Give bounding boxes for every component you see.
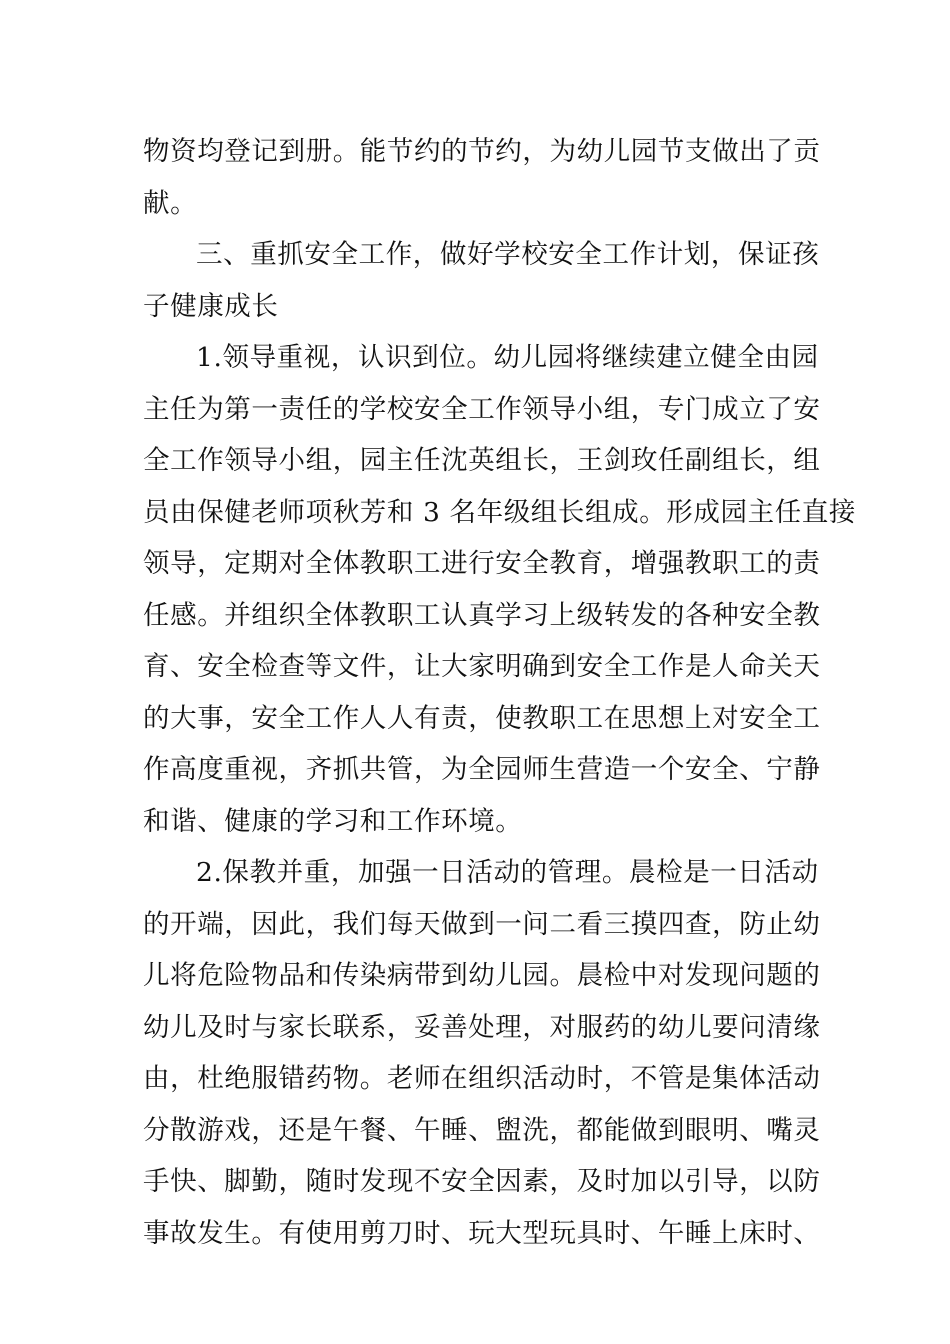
- body-text: [143, 126, 857, 1259]
- text-line: 任感。并组织全体教职工认真学习上级转发的各种安全教: [143, 599, 821, 631]
- text-line: 员由保健老师项秋芳和 3 名年级组长组成。形成园主任直接: [143, 496, 857, 528]
- paragraph-start-line: 1.领导重视，认识到位。幼儿园将继续建立健全由园: [196, 342, 819, 373]
- text-line: 作高度重视，齐抓共管，为全园师生营造一个安全、宁静: [143, 754, 821, 785]
- text-line: 的大事，安全工作人人有责，使教职工在思想上对安全工: [143, 702, 821, 734]
- text-line: 献。: [143, 187, 198, 219]
- text-line: 儿将危险物品和传染病带到幼儿园。晨检中对发现问题的: [143, 960, 821, 991]
- text-line: 物资均登记到册。能节约的节约，为幼儿园节支做出了贡: [143, 136, 821, 167]
- paragraph-start-line: 2.保教并重，加强一日活动的管理。晨检是一日活动: [196, 857, 819, 888]
- text-line: 主任为第一责任的学校安全工作领导小组，专门成立了安: [143, 393, 821, 425]
- text-line: 手快、脚勤，随时发现不安全因素，及时加以引导，以防: [143, 1166, 821, 1197]
- text-line: 分散游戏，还是午餐、午睡、盥洗，都能做到眼明、嘴灵: [143, 1114, 821, 1146]
- section-heading-line: 三、重抓安全工作，做好学校安全工作计划，保证孩: [196, 239, 820, 270]
- text-line: 由，杜绝服错药物。老师在组织活动时，不管是集体活动: [143, 1063, 821, 1094]
- text-line: 事故发生。有使用剪刀时、玩大型玩具时、午睡上床时、: [143, 1217, 821, 1249]
- text-line: 领导，定期对全体教职工进行安全教育，增强教职工的责: [143, 548, 821, 579]
- text-line: 全工作领导小组，园主任沈英组长，王剑玫任副组长，组: [143, 445, 821, 476]
- text-line: 幼儿及时与家长联系，妥善处理，对服药的幼儿要问清缘: [143, 1011, 821, 1043]
- section-heading-line: 子健康成长: [143, 290, 279, 322]
- text-line: 和谐、健康的学习和工作环境。: [143, 805, 523, 837]
- text-line: 育、安全检查等文件，让大家明确到安全工作是人命关天: [143, 651, 821, 682]
- text-line: 的开端，因此，我们每天做到一问二看三摸四查，防止幼: [143, 908, 821, 940]
